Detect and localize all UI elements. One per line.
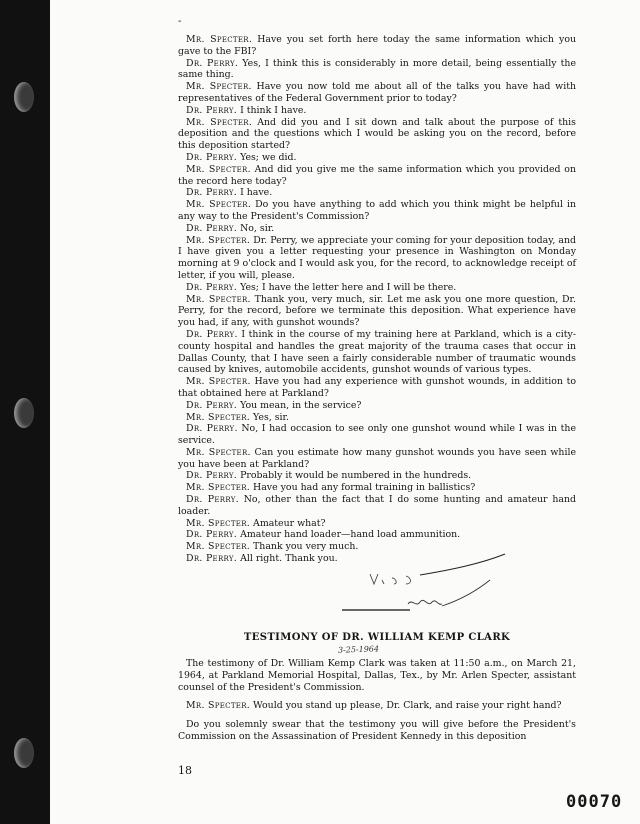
- transcript-paragraph: [178, 294, 576, 329]
- handwritten-signature: [330, 540, 540, 620]
- speaker-label: Dr. Perry.: [186, 57, 239, 69]
- transcript-paragraph: [178, 700, 576, 712]
- paragraph-text: Thank you very much.: [250, 541, 359, 553]
- punch-hole: [14, 738, 34, 768]
- speaker-label: Mr. Specter.: [186, 293, 251, 305]
- transcript-paragraph: [178, 235, 576, 282]
- speaker-label: Dr. Perry.: [186, 494, 239, 506]
- paragraph-text: All right. Thank you.: [237, 553, 338, 565]
- transcript-paragraph: [178, 658, 576, 693]
- paragraph-text: And did you give me the same information which you provided on the record here today?: [178, 163, 576, 187]
- transcript-paragraph: [178, 164, 576, 188]
- paragraph-text: Probably it would be numbered in the hundreds.: [237, 470, 472, 482]
- speaker-label: Dr. Perry.: [186, 470, 238, 482]
- paragraph-text: Amateur hand loader—hand load ammunition.: [237, 529, 461, 541]
- paragraph-text: Have you had any formal training in ballistics?: [250, 482, 476, 494]
- paragraph-text: Yes; I have the letter here and I will be there.: [237, 281, 457, 293]
- speaker-label: Mr. Specter.: [186, 234, 251, 246]
- paragraph-text: No, sir.: [237, 222, 275, 234]
- transcript-paragraph: [178, 329, 576, 376]
- transcript-paragraph: [178, 34, 576, 58]
- paragraph-text: I think in the course of my training here at Parkland, which is a city-county hospital and handles the great majority of the trauma cases that occur in Dallas County, that I have seen a fairly considerable number of traumatic wounds caused by knives, automobile accidents, gunshot wounds of various types.: [178, 328, 577, 376]
- transcript-paragraph: [178, 447, 576, 471]
- paragraph-text: Yes, sir.: [250, 411, 289, 423]
- paragraph-text: Have you set forth here today the same information which you gave to the FBI?: [178, 34, 577, 57]
- page-number: 18: [178, 764, 192, 777]
- transcript-paragraph: [178, 470, 576, 482]
- section-title: TESTIMONY OF DR. WILLIAM KEMP CLARK: [243, 632, 511, 643]
- paragraph-text: Yes; we did.: [237, 151, 297, 163]
- punch-hole: [14, 82, 34, 112]
- transcript-paragraph: [178, 152, 576, 164]
- speaker-label: Dr. Perry.: [186, 529, 238, 541]
- speaker-label: Mr. Specter.: [186, 446, 251, 458]
- speaker-label: Dr. Perry.: [186, 553, 238, 565]
- document-stamp-number: 00070: [566, 792, 623, 812]
- speaker-label: Mr. Specter.: [186, 34, 253, 45]
- paragraph-text: Do you have anything to add which you think might be helpful in any way to the President's Commission?: [178, 199, 577, 222]
- transcript-paragraph: [178, 282, 576, 294]
- transcript-paragraph: [178, 412, 576, 424]
- transcript-paragraph: [178, 719, 576, 743]
- speaker-label: Mr. Specter.: [186, 116, 253, 128]
- speaker-label: Dr. Perry.: [186, 187, 238, 199]
- transcript-paragraph: [178, 376, 576, 400]
- speaker-label: Mr. Specter.: [186, 700, 251, 712]
- speaker-label: Mr. Specter.: [186, 517, 251, 529]
- speaker-label: Dr. Perry.: [186, 104, 238, 116]
- paragraph-text: Would you stand up please, Dr. Clark, and raise your right hand?: [250, 700, 562, 712]
- paragraph-text: Dr. Perry, we appreciate your coming for your deposition today, and I have given you a letter requesting your presence in Washington on Monday morning at 9 o'clock and I would ask you, for the record, to acknowledge receipt of letter, if you will, please.: [178, 234, 576, 281]
- paragraph-text: No, I had occasion to see only one gunshot wound while I was in the service.: [178, 423, 577, 447]
- paragraph-text: Do you solemnly swear that the testimony you will give before the President's Commission on the Assassination of President Kennedy in this deposition: [178, 719, 576, 742]
- speaker-label: Dr. Perry.: [186, 399, 238, 411]
- speaker-label: Mr. Specter.: [186, 411, 251, 423]
- speaker-label: Mr. Specter.: [186, 376, 251, 388]
- top-mark: -: [178, 16, 182, 27]
- transcript-paragraph: [178, 494, 576, 518]
- paragraph-text: You mean, in the service?: [237, 399, 362, 411]
- punch-hole: [14, 398, 34, 428]
- paragraph-text: I think I have.: [237, 104, 307, 116]
- speaker-label: Dr. Perry.: [186, 281, 238, 293]
- speaker-label: Dr. Perry.: [186, 151, 238, 163]
- transcript-paragraph: [178, 482, 576, 494]
- transcript-paragraph: [178, 518, 576, 530]
- transcript-paragraph: [178, 117, 576, 152]
- paragraph-text: I have.: [237, 187, 273, 199]
- transcript-paragraph: [178, 223, 576, 235]
- deposition-text: [178, 34, 576, 565]
- paragraph-text: Have you now told me about all of the talks you have had with representatives of the Federal Government prior to today?: [178, 81, 576, 104]
- transcript-paragraph: [178, 105, 576, 117]
- transcript-paragraph: [178, 187, 576, 199]
- speaker-label: Mr. Specter.: [186, 541, 251, 553]
- speaker-label: Mr. Specter.: [186, 482, 251, 494]
- transcript-paragraph: [178, 199, 576, 223]
- transcript-paragraph: [178, 400, 576, 412]
- paragraph-text: Have you had any experience with gunshot wounds, in addition to that obtained here at Parkland?: [178, 376, 577, 399]
- speaker-label: Dr. Perry.: [186, 328, 238, 340]
- speaker-label: Dr. Perry.: [186, 222, 238, 234]
- transcript-paragraph: [178, 423, 576, 447]
- speaker-label: Dr. Perry.: [186, 423, 238, 435]
- paragraph-text: Yes, I think this is considerably in more detail, being essentially the same thing.: [178, 57, 577, 81]
- paragraph-text: No, other than the fact that I do some hunting and amateur hand loader.: [178, 494, 577, 517]
- paragraph-text: Thank you, very much, sir. Let me ask you one more question, Dr. Perry, for the record, before we terminate this deposition. What experience have you had, if any, with gunshot wounds?: [178, 293, 576, 329]
- speaker-label: Mr. Specter.: [186, 163, 251, 175]
- intro-text: [178, 658, 576, 750]
- speaker-label: Mr. Specter.: [186, 199, 252, 211]
- speaker-label: Mr. Specter.: [186, 81, 252, 93]
- binder-margin: [0, 0, 50, 824]
- paragraph-text: Can you estimate how many gunshot wounds you have seen while you have been at Parkland?: [178, 446, 576, 470]
- transcript-paragraph: [178, 58, 576, 82]
- handwritten-date: 3-25-1964: [337, 644, 380, 655]
- paragraph-text: The testimony of Dr. William Kemp Clark was taken at 11:50 a.m., on March 21, 1964, at Parkland Memorial Hospital, Dallas, Tex., by Mr. Arlen Specter, assistant counsel of the President's Commission.: [178, 658, 576, 693]
- transcript-paragraph: [178, 81, 576, 105]
- paragraph-text: And did you and I sit down and talk about the purpose of this deposition and the questions which I would be asking you on the record, before this deposition started?: [178, 116, 576, 152]
- paragraph-text: Amateur what?: [250, 517, 326, 529]
